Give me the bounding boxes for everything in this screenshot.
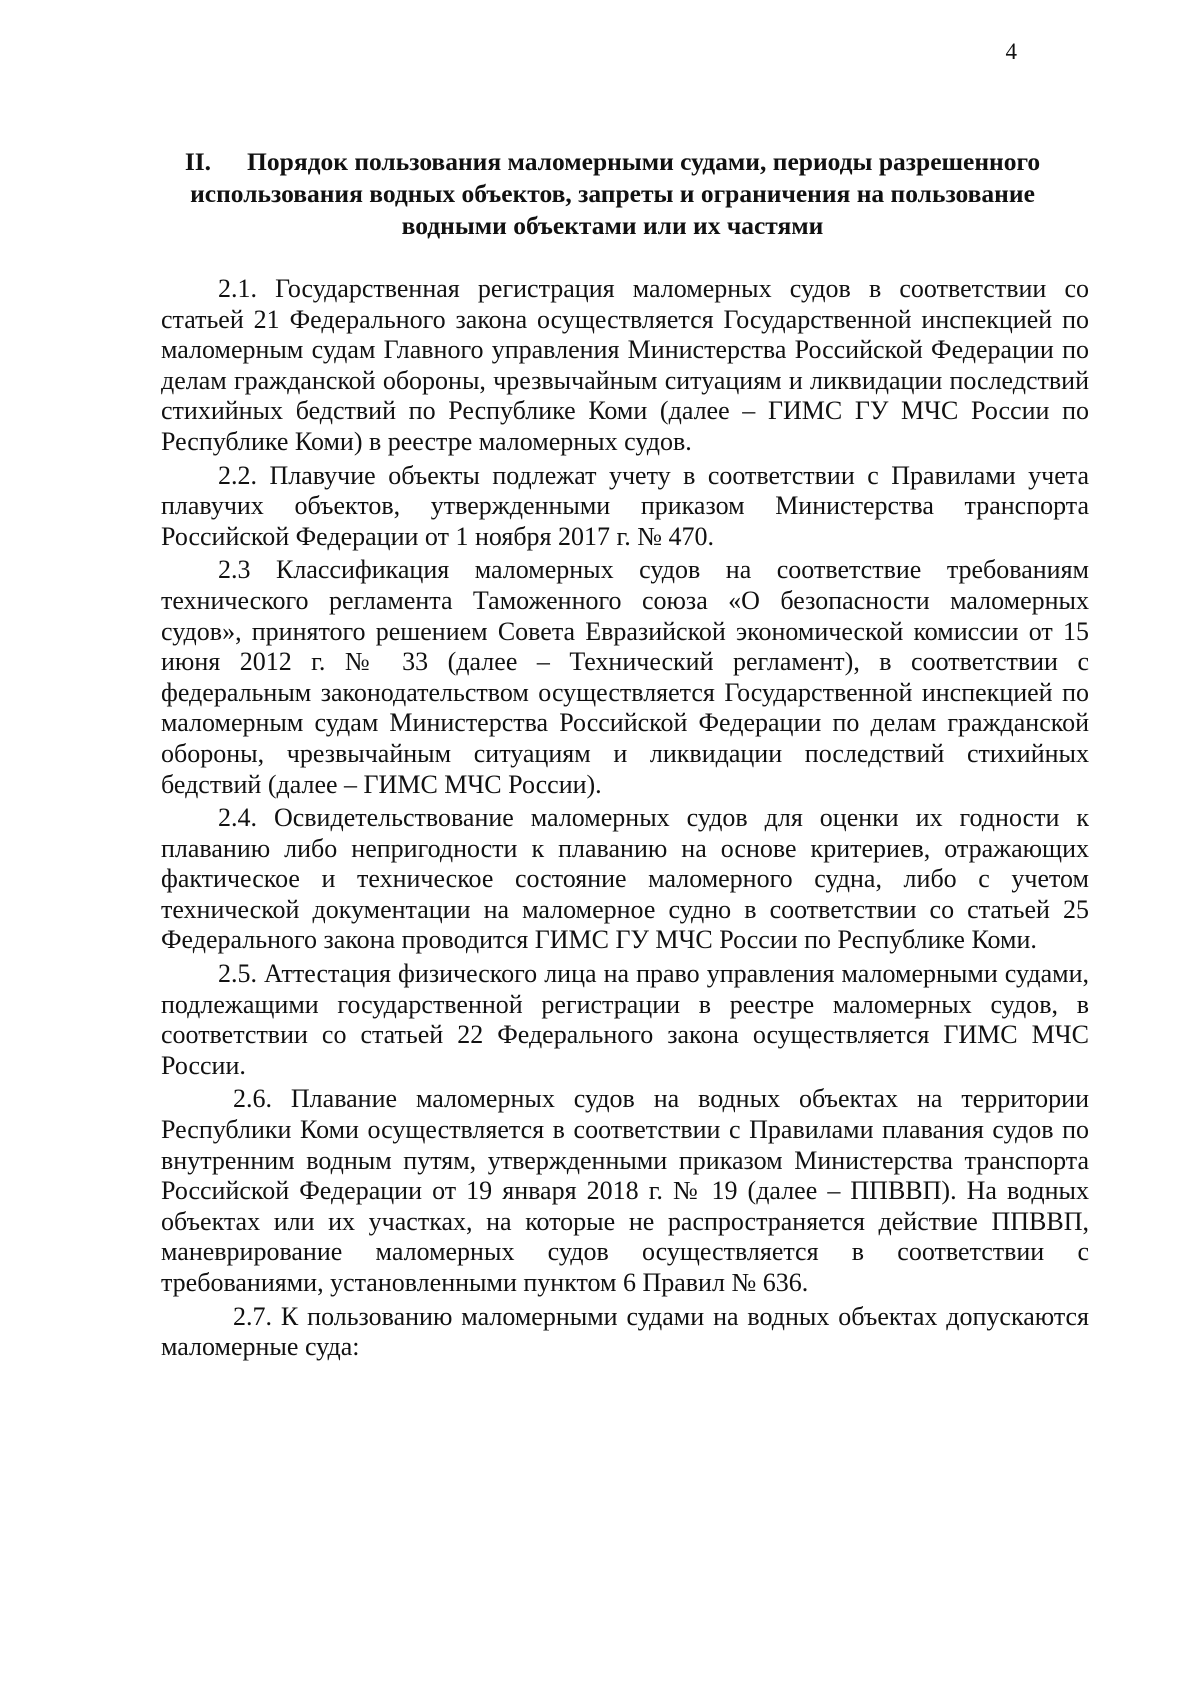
- paragraph-2-4: 2.4. Освидетельствование маломерных судов для оценки их годности к плаванию либо непригодности к плаванию на основе критериев, отражающих фактическое и техническое состояние маломерного судна, либо с учетом технической документации на маломерное судно в соответствии со статьей 25 Федерального закона проводится ГИМС ГУ МЧС России по Республике Коми.: [161, 803, 1089, 955]
- section-heading: [150, 146, 1075, 242]
- paragraph-2-6: 2.6. Плавание маломерных судов на водных объектах на территории Республики Коми осуществляется в соответствии с Правилами плавания судов по внутренним водным путям, утвержденными приказом Министерства транспорта Российской Федерации от 19 января 2018 г. № 19 (далее – ППВВП). На водных объектах или их участках, на которые не распространяется действие ППВВП, маневрирование маломерных судов осуществляется в соответствии с требованиями, установленными пунктом 6 Правил № 636.: [161, 1084, 1089, 1297]
- section-number: II.: [184, 147, 212, 176]
- section-title: Порядок пользования маломерными судами, периоды разрешенного использования водных объектов, запреты и ограничения на пользование водными объектами или их частями: [190, 147, 1041, 240]
- paragraph-2-2: 2.2. Плавучие объекты подлежат учету в соответствии с Правилами учета плавучих объектов, утвержденными приказом Министерства транспорта Российской Федерации от 1 ноября 2017 г. № 470.: [161, 460, 1089, 551]
- paragraph-2-7: 2.7. К пользованию маломерными судами на водных объектах допускаются маломерные суда:: [161, 1301, 1089, 1362]
- paragraph-2-5: 2.5. Аттестация физического лица на право управления маломерными судами, подлежащими государственной регистрации в реестре маломерных судов, в соответствии со статьей 22 Федерального закона осуществляется ГИМС МЧС России.: [161, 959, 1089, 1080]
- page-number: 4: [1005, 39, 1017, 64]
- paragraph-2-3: 2.3 Классификация маломерных судов на соответствие требованиям технического регламента Таможенного союза «О безопасности маломерных судов», принятого решением Совета Евразийской экономической комиссии от 15 июня 2012 г. № 33 (далее – Технический регламент), в соответствии с федеральным законодательством осуществляется Государственной инспекцией по маломерным судам Министерства Российской Федерации по делам гражданской обороны, чрезвычайным ситуациям и ликвидации последствий стихийных бедствий (далее – ГИМС МЧС России).: [161, 555, 1089, 799]
- paragraph-2-1: 2.1. Государственная регистрация маломерных судов в соответствии со статьей 21 Федерального закона осуществляется Государственной инспекцией по маломерным судам Главного управления Министерства Российской Федерации по делам гражданской обороны, чрезвычайным ситуациям и ликвидации последствий стихийных бедствий по Республике Коми (далее – ГИМС ГУ МЧС России по Республике Коми) в реестре маломерных судов.: [161, 274, 1089, 456]
- document-body: [161, 274, 1089, 1366]
